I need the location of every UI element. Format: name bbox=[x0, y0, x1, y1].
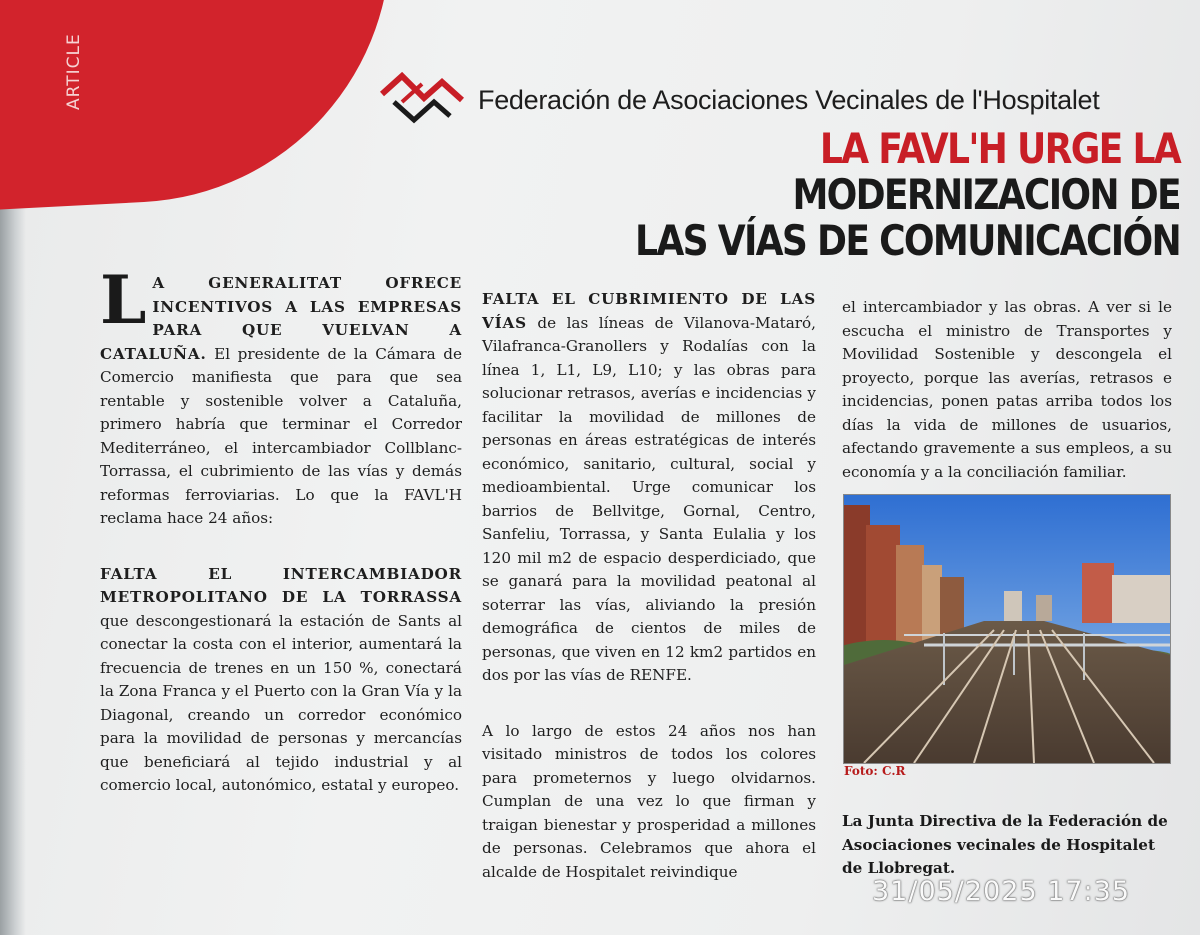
paragraph-intro bbox=[100, 261, 462, 531]
photo-credit: Foto: C.R bbox=[844, 764, 906, 778]
paragraph-ministros: A lo largo de estos 24 años nos han visitado ministros de todos los colores para prometernos y luego olvidarnos. Cumplan de una vez lo que firman y traigan bienestar y prosperidad a millones de personas. Celebramos que ahora el alcalde de Hospitalet reivindique bbox=[482, 721, 816, 881]
organization-name: Federación de Asociaciones Vecinales de l'Hospitalet bbox=[478, 85, 1100, 115]
signature: La Junta Directiva de la Federación de Asociaciones vecinales de Hospitalet de Llobregat. bbox=[842, 812, 1168, 877]
railway-photo bbox=[843, 494, 1171, 764]
paragraph-cubrimiento bbox=[482, 288, 816, 688]
federation-logo-icon bbox=[380, 72, 464, 124]
cubrimiento-text: de las líneas de Vilanova-Mataró, Vilafranca-Granollers y Rodalías con la línea 1, L1, L9, L10; y las obras para solucionar retrasos, averías e incidencias y facilitar la movilidad de millones de personas en áreas estratégicas de interés económico, sanitario, cultural, social y medioambiental. Urge comunicar los barrios de Bellvitge, Gornal, Centro, Sanfeliu, Torrassa, y Santa Eulalia y los 120 mil m2 de espacio desperdiciado, que se ganará para la movilidad peatonal al soterrar las vías, aliviando la presión demográfica de cientos de miles de personas, que viven en 12 km2 partidos en dos por las vías de RENFE. bbox=[482, 313, 816, 684]
intro-text: El presidente de la Cámara de Comercio manifiesta que para que sea rentable y sostenible volver a Cataluña, primero habría que terminar el Corredor Mediterráneo, el intercambiador Collblanc-Torrassa, el cubrimiento de las vías y demás reformas ferroviarias. Lo que la FAVL'H reclama hace 24 años: bbox=[100, 344, 462, 527]
headline bbox=[526, 126, 1180, 264]
intercambiador-caps: FALTA EL INTERCAMBIADOR METROPOLITANO DE LA TORRASSA bbox=[100, 564, 462, 606]
headline-part-1: MODERNIZACION DE bbox=[792, 170, 1180, 219]
column-3 bbox=[842, 296, 1172, 484]
intro-caps: A GENERALITAT OFRECE INCENTIVOS A LAS EMPRESAS PARA QUE VUELVAN A CATALUÑA. bbox=[100, 274, 462, 363]
headline-red-part: LA FAVL'H URGE LA bbox=[819, 124, 1180, 173]
cubrimiento-caps: FALTA EL CUBRIMIENTO DE LAS VÍAS bbox=[482, 290, 816, 332]
paragraph-intercambiador bbox=[100, 563, 462, 798]
drop-cap: L bbox=[100, 261, 147, 339]
timestamp-overlay: 31/05/2025 17:35 bbox=[872, 876, 1131, 907]
column-1 bbox=[100, 261, 462, 798]
column-2 bbox=[482, 288, 816, 884]
article-tag: ARTICLE bbox=[64, 33, 84, 110]
intercambiador-text: que descongestionará la estación de Sants al conectar la costa con el interior, aumentará la frecuencia de trenes en un 150 %, conectará la Zona Franca y el Puerto con la Gran Vía y la Diagonal, creando un corredor económico para la movilidad de personas y mercancías que beneficiará al tejido industrial y al comercio local, autonómico, estatal y europeo. bbox=[100, 611, 462, 794]
paragraph-conclusion: el intercambiador y las obras. A ver si le escucha el ministro de Transportes y Movilidad Sostenible y descongela el proyecto, porque las averías, retrasos e incidencias, ponen patas arriba todos los días la vida de millones de usuarios, afectando gravemente a sus empleos, a su economía y a la conciliación familiar. bbox=[842, 298, 1172, 481]
headline-part-2: LAS VÍAS DE COMUNICACIÓN bbox=[635, 216, 1180, 265]
red-corner-banner bbox=[0, 0, 404, 211]
